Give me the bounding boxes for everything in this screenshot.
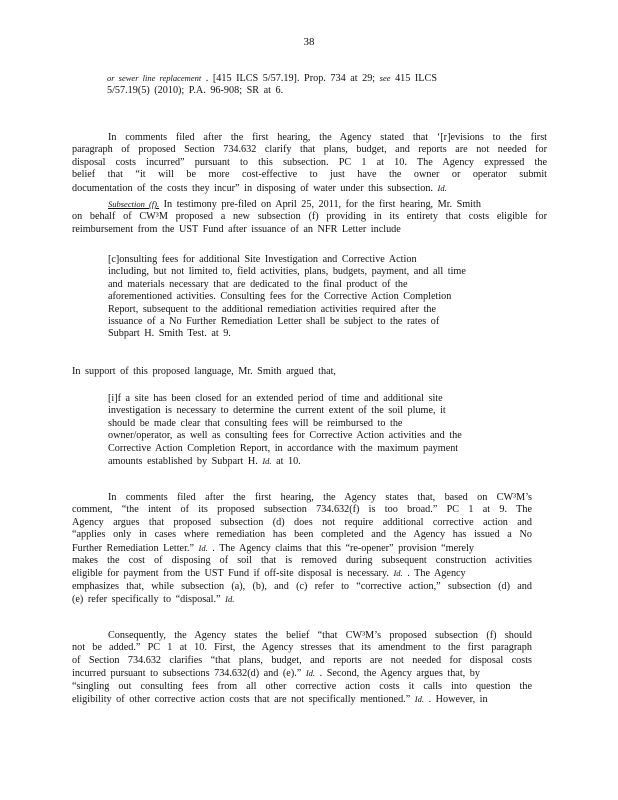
statute-phrase: or sewer line replacement	[107, 73, 202, 83]
text-span: eligible for payment from the UST Fund if off-site disposal is necessary.	[72, 568, 389, 580]
subsection-heading: Subsection (f).	[108, 199, 160, 209]
paragraph	[72, 366, 547, 378]
text-line: In support of this proposed language, Mr. Smith argued that,	[72, 366, 336, 377]
paragraph	[72, 132, 547, 195]
text-line: on behalf of CW³M proposed a new subsection (f) providing in its entirety that costs eligible for	[72, 211, 547, 223]
text-line: reimbursement from the UST Fund after issuance of an NFR Letter include	[72, 223, 401, 235]
text-line: 5/57.19(5) (2010); P.A. 96-908; SR at 6.	[107, 85, 284, 97]
text-line: “singling out consulting fees from all other corrective action costs it calls into question the	[72, 680, 532, 692]
text-line	[72, 693, 532, 706]
paragraph	[72, 198, 547, 236]
text-line: paragraph of proposed Section 734.632 clarify that plans, budget, and reports are not needed for	[72, 144, 547, 156]
text-line: Corrective Action Completion Report, in accordance with the maximum payment	[108, 442, 459, 454]
block-quote	[108, 254, 494, 341]
text-line	[107, 72, 547, 85]
paragraph	[72, 492, 532, 607]
text-span: incurred pursuant to subsections 734.632(d) and (e).”	[72, 668, 302, 680]
text-line	[72, 542, 532, 555]
citation-text: . [415 ILCS 5/57.19]. Prop. 734 at 29;	[205, 73, 376, 84]
text-line: Consequently, the Agency states the belief “that CW³M’s proposed subsection (f) should	[108, 630, 532, 641]
text-line	[72, 198, 547, 211]
text-line: In comments filed after the first hearing, the Agency stated that ‘[r]evisions to the first	[108, 132, 547, 143]
citation-id: Id.	[262, 456, 272, 467]
text-line: “applies only in cases where remediation has been completed and the Agency has issued a No	[72, 529, 532, 541]
text-line: Subpart H. Smith Test. at 9.	[108, 328, 231, 340]
text-line: makes the cost of disposing of soil that is removed during subsequent construction activities	[72, 555, 532, 567]
citation-text: 415 ILCS	[395, 73, 437, 84]
citation-id: Id.	[414, 694, 425, 705]
signal-see: see	[379, 73, 391, 83]
text-span: at 10.	[276, 456, 301, 468]
text-line	[72, 567, 532, 580]
citation-id: Id.	[393, 568, 403, 579]
continuation-paragraph	[107, 72, 547, 98]
text-line: issuance of a No Further Remediation Letter shall be subject to the rates of	[108, 316, 440, 328]
text-line: belief that “it will be more cost-effective to just have the owner or operator submit	[72, 169, 547, 181]
text-span: amounts established by Subpart H.	[108, 456, 258, 468]
block-quote	[108, 393, 504, 468]
text-span: Further Remediation Letter.”	[72, 542, 194, 554]
text-span: documentation of the costs they incur” in disposing of water under this subsection.	[72, 182, 433, 194]
text-span: . The Agency	[407, 568, 466, 580]
text-line: [i]f a site has been closed for an extended period of time and additional site	[108, 393, 443, 404]
text-span: In testimony pre-filed on April 25, 2011, for the first hearing, Mr. Smith	[163, 199, 481, 210]
text-line: investigation is necessary to determine the current extent of the soil plume, it	[108, 405, 446, 417]
text-line: disposal costs incurred” pursuant to this subsection. PC 1 at 10. The Agency expressed the	[72, 156, 547, 168]
text-span: eligibility of other corrective action costs that are not specifically mentioned.”	[72, 694, 411, 706]
page-number: 38	[303, 36, 315, 48]
text-line: aforementioned activities. Consulting fees for the Corrective Action Completion	[108, 291, 452, 303]
text-line: Report, subsequent to the additional remediation activities required after the	[108, 303, 437, 315]
text-line: emphasizes that, while subsection (a), (b), and (c) refer to “corrective action,” subsection (d) and	[72, 580, 532, 592]
text-line: owner/operator, as well as consulting fees for Corrective Action activities and the	[108, 430, 462, 442]
text-line: including, but not limited to, field activities, plans, budgets, payment, and all time	[108, 266, 466, 278]
paragraph	[72, 630, 532, 706]
text-line: should be made clear that consulting fees will be reimbursed to the	[108, 417, 403, 429]
text-span: . However, in	[428, 694, 488, 706]
text-line	[108, 455, 504, 468]
text-line	[72, 593, 532, 606]
text-span: . The Agency claims that this “re-opener” provision “merely	[212, 542, 474, 554]
citation-id: Id.	[198, 542, 208, 553]
citation-id: Id.	[437, 182, 447, 193]
text-line: and materials necessary that are dedicated to the final product of the	[108, 278, 408, 290]
text-line	[72, 182, 547, 195]
text-line: of Section 734.632 clarifies “that plans, budget, and reports are not needed for disposal costs	[72, 654, 532, 666]
text-span: (e) refer specifically to “disposal.”	[72, 594, 221, 606]
citation-id: Id.	[305, 668, 316, 679]
text-line: In comments filed after the first hearing, the Agency states that, based on CW³M’s	[108, 492, 532, 503]
text-line	[72, 667, 532, 680]
text-line: [c]onsulting fees for additional Site Investigation and Corrective Action	[108, 254, 417, 265]
text-span: . Second, the Agency argues that, by	[319, 668, 480, 680]
text-line: not be added.” PC 1 at 10. First, the Agency stresses that its amendment to the first paragraph	[72, 642, 532, 654]
text-line: Agency argues that proposed subsection (d) does not require additional corrective action and	[72, 516, 532, 528]
citation-id: Id.	[225, 594, 235, 605]
text-line: comment, “the intent of its proposed subsection 734.632(f) is too broad.” PC 1 at 9. The	[72, 504, 532, 516]
